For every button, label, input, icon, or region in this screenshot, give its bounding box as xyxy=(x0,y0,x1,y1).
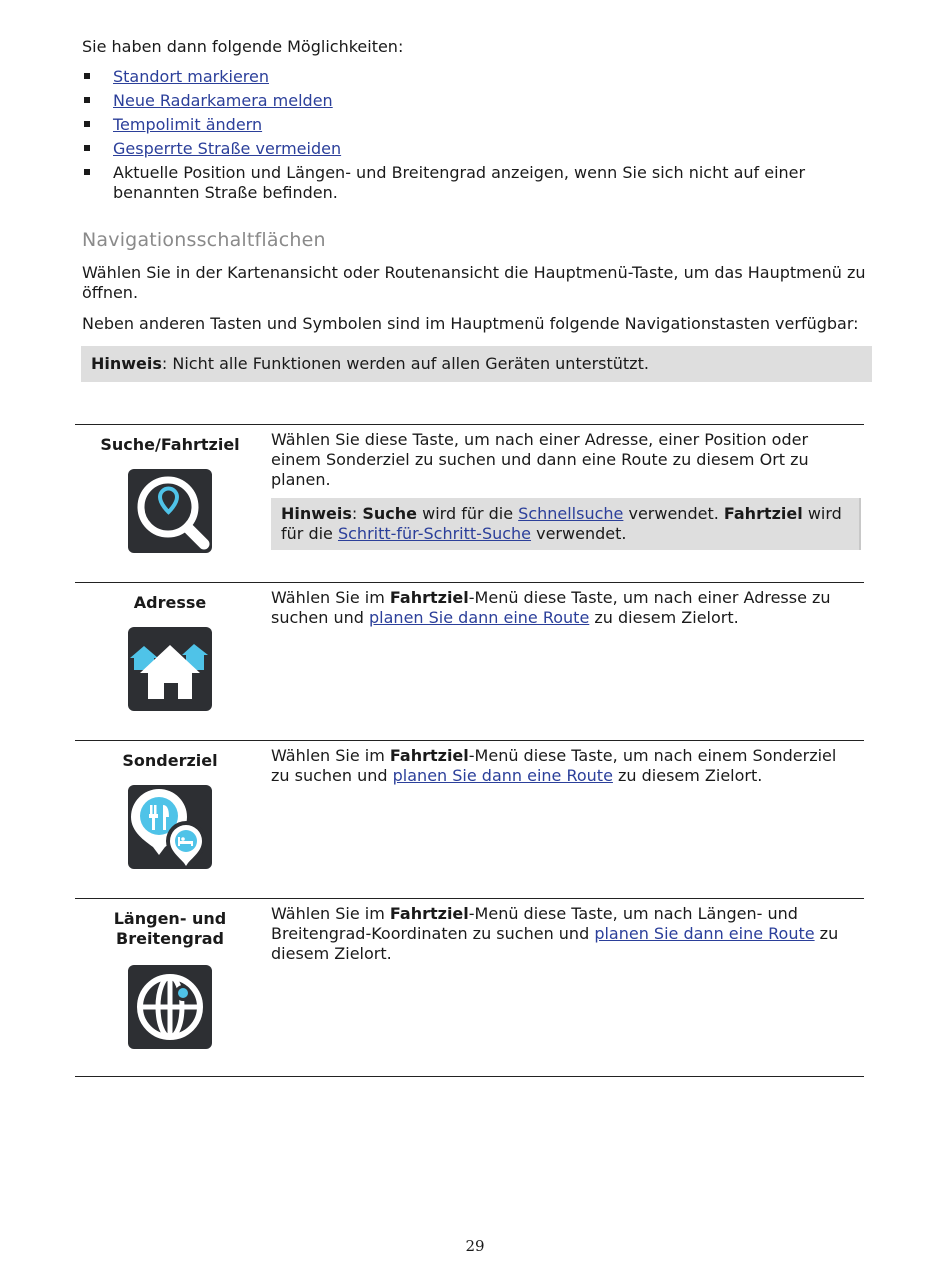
note-box xyxy=(81,346,872,382)
link-route-planen[interactable]: planen Sie dann eine Route xyxy=(594,924,815,943)
desc-text: zu diesem Zielort. xyxy=(589,608,739,627)
list-item xyxy=(82,139,872,159)
row-description xyxy=(271,583,864,628)
inner-note-text: wird für die xyxy=(417,504,519,523)
paragraph-open-menu: Wählen Sie in der Kartenansicht oder Routenansicht die Hauptmenü-Taste, um das Hauptmenü zu öffnen. xyxy=(82,263,866,302)
row-left-cell xyxy=(75,741,265,869)
list-item xyxy=(82,91,872,111)
list-item xyxy=(82,163,872,203)
desc-text: Wählen Sie im xyxy=(271,746,390,765)
houses-icon xyxy=(128,627,212,711)
desc-bold-fahrtziel: Fahrtziel xyxy=(389,588,469,607)
desc-bold-fahrtziel: Fahrtziel xyxy=(389,746,469,765)
link-gesperrte-strasse[interactable]: Gesperrte Straße vermeiden xyxy=(113,139,342,158)
desc-text: zu diesem Zielort. xyxy=(612,766,763,785)
link-route-planen[interactable]: planen Sie dann eine Route xyxy=(392,766,613,785)
inner-note-label: Hinweis xyxy=(281,504,352,523)
row-label: Sonderziel xyxy=(122,751,218,770)
row-left-cell xyxy=(75,583,265,711)
table-row xyxy=(75,424,864,582)
row-left-cell xyxy=(75,899,265,1049)
table-row xyxy=(75,740,864,898)
desc-bold-fahrtziel: Fahrtziel xyxy=(389,904,469,923)
table-row xyxy=(75,898,864,1077)
desc-text: Wählen Sie im xyxy=(271,904,390,923)
globe-coordinates-icon xyxy=(128,965,212,1049)
note-text: : Nicht alle Funktionen werden auf allen Geräten unterstützt. xyxy=(161,354,649,373)
options-list xyxy=(82,67,872,207)
list-item-text: Aktuelle Position und Längen- und Breitengrad anzeigen, wenn Sie sich nicht auf einer benannten Straße befinden. xyxy=(113,163,806,202)
row-label: Suche/Fahrtziel xyxy=(100,435,240,454)
link-route-planen[interactable]: planen Sie dann eine Route xyxy=(369,608,590,627)
inner-note-box xyxy=(271,498,861,550)
desc-text: -Menü diese Taste, um nach einer Adresse zu suchen und xyxy=(271,588,831,627)
intro-text: Sie haben dann folgende Möglichkeiten: xyxy=(82,37,404,56)
row-description xyxy=(271,425,864,550)
inner-note-text: verwendet. xyxy=(623,504,724,523)
table-row xyxy=(75,582,864,740)
desc-text: -Menü diese Taste, um nach einem Sonderziel zu suchen und xyxy=(271,746,837,785)
search-location-icon xyxy=(128,469,212,553)
inner-note-sep: : xyxy=(351,504,363,523)
link-tempolimit[interactable]: Tempolimit ändern xyxy=(113,115,263,134)
list-item xyxy=(82,67,872,87)
inner-note-text: verwendet. xyxy=(531,524,627,543)
page-number: 29 xyxy=(465,1237,485,1255)
desc-text: zu diesem Zielort. xyxy=(271,924,839,963)
desc-text: -Menü diese Taste, um nach Längen- und Breitengrad-Koordinaten zu suchen und xyxy=(271,904,798,943)
list-item xyxy=(82,115,872,135)
row-label: Adresse xyxy=(133,593,207,612)
link-schritt-fuer-schritt-suche[interactable]: Schritt-für-Schritt-Suche xyxy=(337,524,532,543)
navigation-buttons-table xyxy=(75,424,864,1077)
inner-note-bold-suche: Suche xyxy=(362,504,418,523)
row-label: Längen- und Breitengrad xyxy=(113,909,227,948)
paragraph-navigation-keys: Neben anderen Tasten und Symbolen sind im Hauptmenü folgende Navigationstasten verfügbar: xyxy=(82,314,859,333)
link-schnellsuche[interactable]: Schnellsuche xyxy=(518,504,624,523)
inner-note-text: wird für die xyxy=(281,504,842,543)
poi-restaurant-hotel-icon xyxy=(128,785,212,869)
row-description xyxy=(271,899,864,964)
desc-text: Wählen Sie im xyxy=(271,588,390,607)
row-description xyxy=(271,741,864,786)
link-neue-radarkamera[interactable]: Neue Radarkamera melden xyxy=(113,91,333,110)
row-left-cell xyxy=(75,425,265,553)
row-description-text: Wählen Sie diese Taste, um nach einer Adresse, einer Position oder einem Sonderziel zu suchen und dann eine Route zu diesem Ort zu planen. xyxy=(271,430,809,489)
note-label: Hinweis xyxy=(91,354,162,373)
section-title: Navigationsschaltflächen xyxy=(82,229,326,251)
link-standort-markieren[interactable]: Standort markieren xyxy=(113,67,269,86)
inner-note-bold-fahrtziel: Fahrtziel xyxy=(723,504,803,523)
